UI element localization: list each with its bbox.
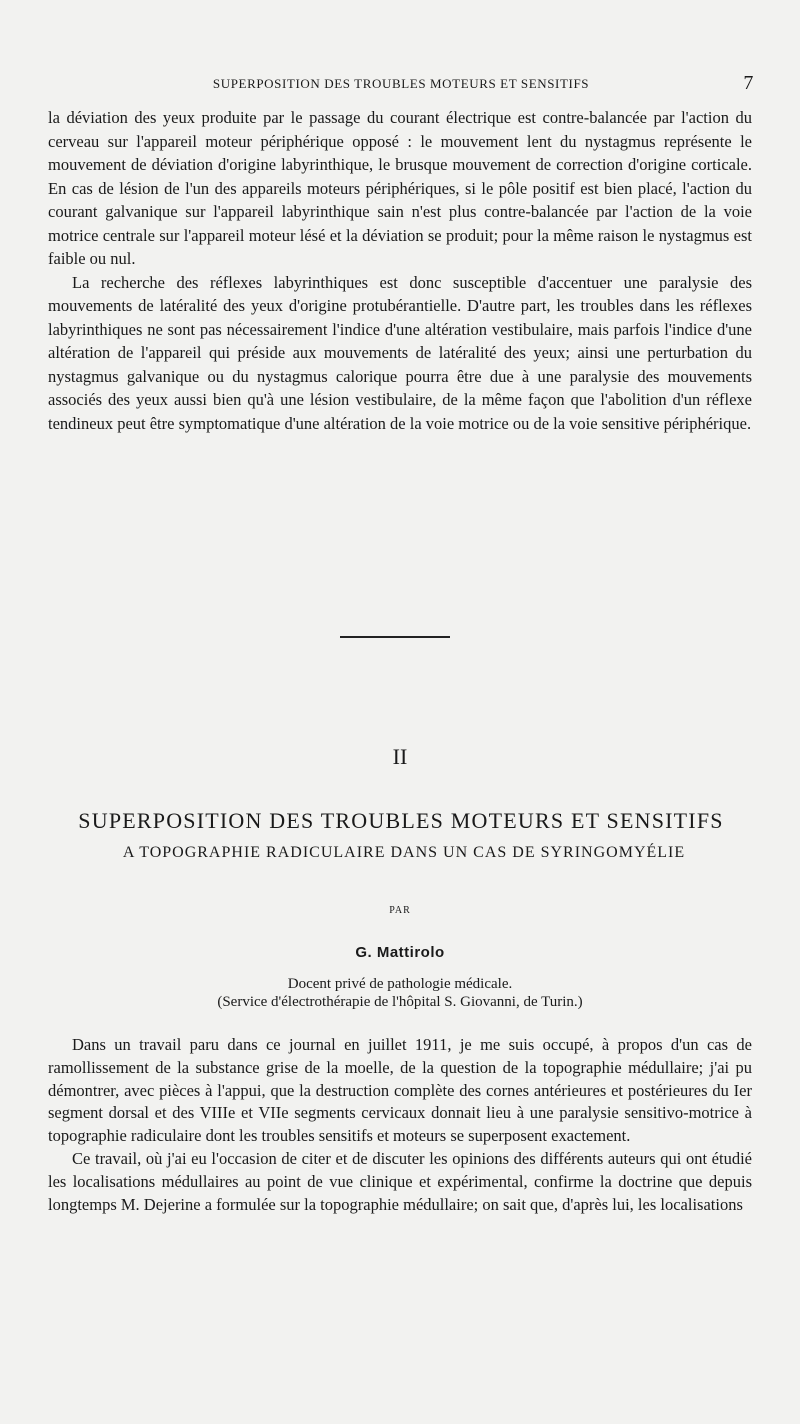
paragraph: La recherche des réflexes labyrinthiques est donc susceptible d'accentuer une paralysie des mouvements de latéralité des yeux d'origine protubérantielle. D'autre part, les troubles dans les réflexes labyrinthiques ne sont pas nécessairement l'indice d'une altération vestibulaire, mais parfois l'indice d'une altération de l'appareil qui préside aux mouvements de latéralité des yeux; ainsi une perturbation du nystagmus galvanique ou du nystagmus calorique pourra être due à une paralysie des mouvements associés des yeux aussi bien qu'à une lésion vestibulaire, de la même façon que l'abolition d'un réflexe tendineux peut être symptomatique d'une altération de la voie motrice ou de la voie sensitive périphérique. — [48, 272, 752, 433]
paragraph: Dans un travail paru dans ce journal en juillet 1911, je me suis occupé, à propos d'un cas de ramollissement de la substance grise de la moelle, de la question de la topographie médullaire; j'ai pu démontrer, avec pièces à l'appui, que la destruction complète des cornes antérieures et postérieures du Ier segment dorsal et des VIIIe et VIIe segments cervicaux donnait lieu à une paralysie sensitivo-motrice à topographie radiculaire dont les troubles sensitifs et moteurs se superposent exactement. — [48, 1035, 752, 1146]
section-1-text — [48, 106, 752, 435]
author-affiliation: Docent privé de pathologie médicale. — [287, 976, 513, 992]
article-title: SUPERPOSITION DES TROUBLES MOTEURS ET SENSITIFS — [78, 808, 724, 833]
byline-par: PAR — [389, 905, 411, 916]
paragraph: Ce travail, où j'ai eu l'occasion de citer et de discuter les opinions des différents auteurs qui ont étudié les localisations médullaires au point de vue clinique et expérimental, confirme la doctrine que depuis longtemps M. Dejerine a formulée sur la topographie médullaire; on sait que, d'après lui, les localisations — [48, 1148, 752, 1214]
section-2-text — [48, 1034, 752, 1216]
section-divider — [340, 636, 450, 638]
paragraph: la déviation des yeux produite par le passage du courant électrique est contre-balancée par l'action du cerveau sur l'appareil moteur périphérique opposé : le mouvement lent du nystagmus représente le mouvement de déviation d'origine labyrinthique, le brusque mouvement de correction d'origine corticale. En cas de lésion de l'un des appareils moteurs périphériques, si le pôle positif est bien placé, l'action du courant galvanique sur l'appareil labyrinthique sain n'est plus contre-balancée par l'action de la voie motrice centrale sur l'appareil moteur lésé et la déviation se produit; pour la même raison le nystagmus est faible ou nul. — [48, 108, 752, 268]
section-number: II — [392, 744, 408, 769]
article-subtitle: A TOPOGRAPHIE RADICULAIRE DANS UN CAS DE SYRINGOMYÉLIE — [122, 844, 686, 861]
author-name: G. Mattirolo — [355, 944, 445, 961]
running-title: SUPERPOSITION DES TROUBLES MOTEURS ET SENSITIFS — [212, 76, 590, 91]
page-number: 7 — [743, 72, 754, 94]
author-institution: (Service d'électrothérapie de l'hôpital S. Giovanni, de Turin.) — [217, 994, 583, 1010]
